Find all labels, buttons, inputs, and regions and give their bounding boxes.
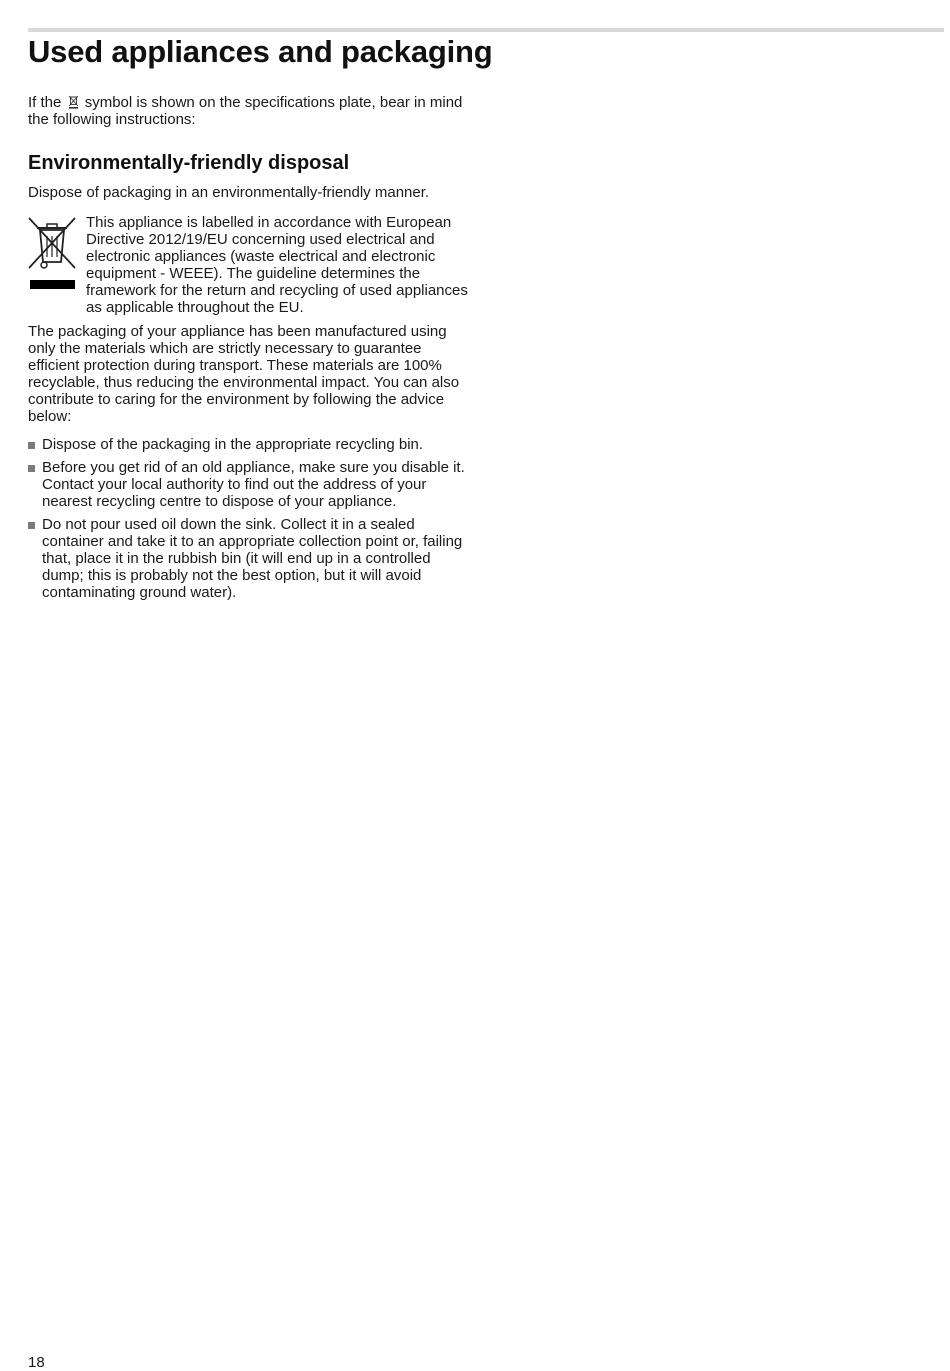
page-title: Used appliances and packaging [28, 34, 493, 69]
section-heading: Environmentally-friendly disposal [28, 152, 350, 174]
dispose-instruction: Dispose of packaging in an environmentally-friendly manner. [28, 184, 430, 201]
list-item-text: Before you get rid of an old appliance, make sure you disable it. Contact your local authority to find out the address of your nearest recycling centre to dispose of your appliance. [42, 459, 465, 510]
list-item-text: Dispose of the packaging in the appropriate recycling bin. [42, 436, 424, 453]
page-number: 18 [28, 1354, 45, 1371]
square-bullet-icon [28, 465, 35, 472]
square-bullet-icon [28, 442, 35, 449]
intro-text-before: If the [28, 94, 62, 111]
crossed-out-wheelie-bin-icon [68, 95, 79, 109]
advice-list [28, 436, 473, 607]
list-item-text: Do not pour used oil down the sink. Collect it in a sealed container and take it to an appropriate collection point or, failing that, place it in the rubbish bin (it will end up in a controlled dump; this is probably not the best option, but it will avoid contaminating ground water). [42, 516, 463, 601]
list-item [28, 516, 473, 601]
weee-description: This appliance is labelled in accordance with European Directive 2012/19/EU concerning used electrical and electronic appliances (waste electrical and electronic equipment - WEEE). The guideline determines the framework for the return and recycling of used appliances as applicable throughout the EU. [86, 214, 468, 316]
intro-text-after: symbol is shown on the specifications plate, bear in mind the following instructions: [28, 94, 463, 128]
list-item [28, 436, 473, 453]
list-item [28, 459, 473, 510]
intro-paragraph [28, 94, 473, 128]
weee-crossed-bin-icon [28, 216, 76, 292]
top-divider [28, 28, 944, 32]
packaging-paragraph: The packaging of your appliance has been manufactured using only the materials which are strictly necessary to guarantee efficient protection during transport. These materials are 100% recyclable, thus reducing the environmental impact. You can also contribute to caring for the environment by following the advice below: [28, 323, 460, 425]
square-bullet-icon [28, 522, 35, 529]
